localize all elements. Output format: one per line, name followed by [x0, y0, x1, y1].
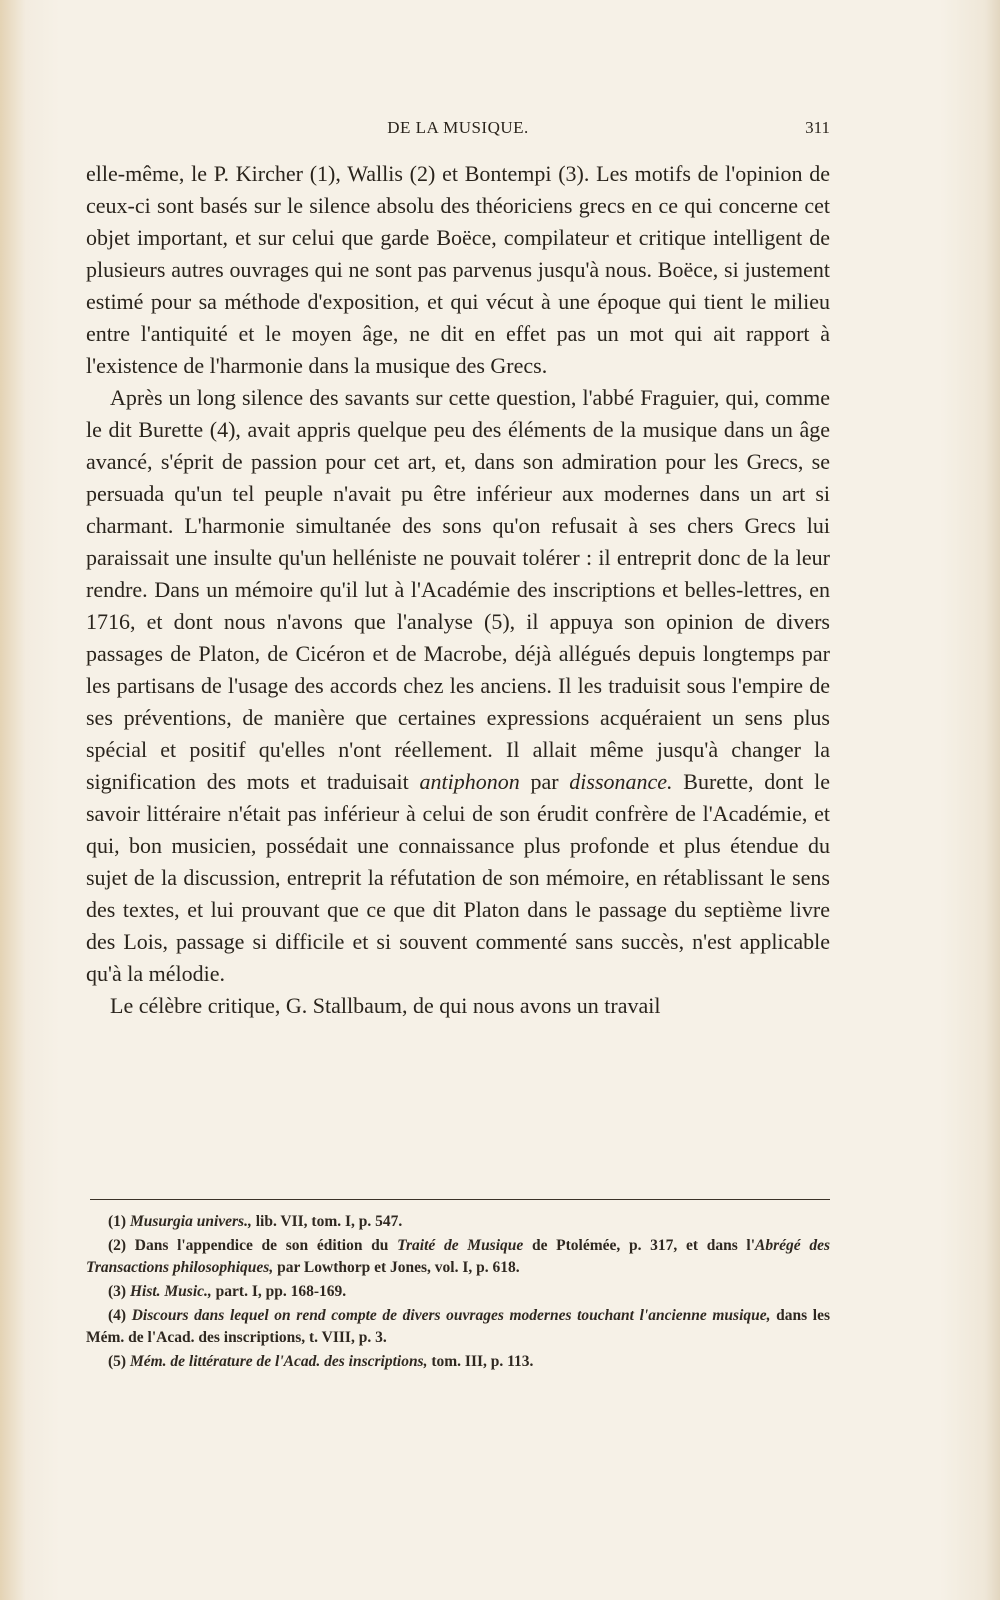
paragraph-2-text-a: Après un long silence des savants sur cette question, l'abbé Fraguier, qui, comme le dit Burette (4), avait appris quelque peu des éléments de la musique dans un âge avancé, s'éprit de passion pour cet art, et, dans son admiration pour les Grecs, se persuada qu'un tel peuple n'avait pu être inférieur aux modernes dans un art si charmant. L'harmonie simultanée des sons qu'on refusait à ses chers Grecs lui paraissait une insulte qu'un helléniste ne pouvait tolérer : il entreprit donc de la leur rendre. Dans un mémoire qu'il lut à l'Académie des inscriptions et belles-lettres, en 1716, et dont nous n'avons que l'analyse (5), il appuya son opinion de divers passages de Platon, de Cicéron et de Macrobe, déjà allégués depuis longtemps par les partisans de l'usage des accords chez les anciens. Il les traduisit sous l'empire de ses préventions, de manière que certaines expressions acquéraient un sens plus spécial et positif qu'elles n'ont réellement. Il allait même jusqu'à changer la signification des mots et traduisait	[86, 385, 830, 794]
page-number: 311	[805, 118, 830, 137]
paragraph-1: elle-même, le P. Kircher (1), Wallis (2) et Bontempi (3). Les motifs de l'opinion de ceux-ci sont basés sur le silence absolu des théoriciens grecs en ce qui concerne cet objet important, et sur celui que garde Boëce, compilateur et critique intelligent de plusieurs autres ouvrages qui ne sont pas parvenus jusqu'à nous. Boëce, si justement estimé pour sa méthode d'exposition, et qui vécut à une époque qui tient le milieu entre l'antiquité et le moyen âge, ne dit en effet pas un mot qui ait rapport à l'existence de l'harmonie dans la musique des Grecs.	[86, 161, 830, 378]
footnote-4	[86, 1305, 830, 1349]
paragraph-3: Le célèbre critique, G. Stallbaum, de qui nous avons un travail	[110, 993, 661, 1018]
footnote-2	[86, 1235, 830, 1279]
footnote-5-number: (5)	[108, 1353, 127, 1370]
footnote-1	[86, 1211, 830, 1233]
main-text	[86, 158, 830, 1022]
footnote-4-title: Discours dans lequel on rend compte de divers ouvrages modernes touchant l'ancienne musique,	[131, 1307, 771, 1324]
footnote-2-title-2: Abrégé des Transactions philosophiques,	[86, 1237, 831, 1276]
footnote-1-number: (1)	[108, 1213, 127, 1230]
paragraph-2	[86, 382, 830, 990]
term-antiphonon: antiphonon	[419, 769, 520, 794]
footnote-3-title: Hist. Music.,	[129, 1283, 212, 1300]
footnote-2-text-b: de Ptolémée, p. 317, et dans l'	[531, 1237, 756, 1254]
page-header	[86, 118, 830, 148]
term-dissonance: dissonance.	[569, 769, 673, 794]
footnote-5	[86, 1351, 830, 1373]
footnote-1-text: lib. VII, tom. I, p. 547.	[255, 1213, 403, 1230]
footnote-4-text: dans les Mém. de l'Acad. des inscriptions, t. VIII, p. 3.	[86, 1307, 831, 1346]
footnote-3	[86, 1281, 830, 1303]
running-title: DE LA MUSIQUE.	[387, 118, 529, 137]
footnote-separator	[90, 1199, 830, 1200]
footnote-2-number: (2)	[108, 1237, 127, 1254]
footnote-2-title-1: Traité de Musique	[397, 1237, 524, 1254]
footnote-1-title: Musurgia univers.,	[129, 1213, 252, 1230]
footnote-3-number: (3)	[108, 1283, 127, 1300]
footnotes	[86, 1211, 830, 1375]
footnote-5-text: tom. III, p. 113.	[431, 1353, 534, 1370]
footnote-2-text-c: par Lowthorp et Jones, vol. I, p. 618.	[277, 1259, 520, 1276]
footnote-2-text-a: Dans l'appendice de son édition du	[134, 1237, 389, 1254]
footnote-5-title: Mém. de littérature de l'Acad. des inscriptions,	[129, 1353, 428, 1370]
footnote-3-text: part. I, pp. 168-169.	[215, 1283, 347, 1300]
paragraph-2-par: par	[530, 769, 559, 794]
footnote-4-number: (4)	[108, 1307, 127, 1324]
paragraph-2-text-b: Burette, dont le savoir littéraire n'était pas inférieur à celui de son érudit confrère de l'Académie, et qui, bon musicien, possédait une connaissance plus profonde et plus étendue du sujet de la discussion, entreprit la réfutation de son mémoire, en rétablissant le sens des textes, et lui prouvant que ce que dit Platon dans le passage du septième livre des Lois, passage si difficile et si souvent commenté sans succès, n'est applicable qu'à la mélodie.	[86, 769, 831, 986]
